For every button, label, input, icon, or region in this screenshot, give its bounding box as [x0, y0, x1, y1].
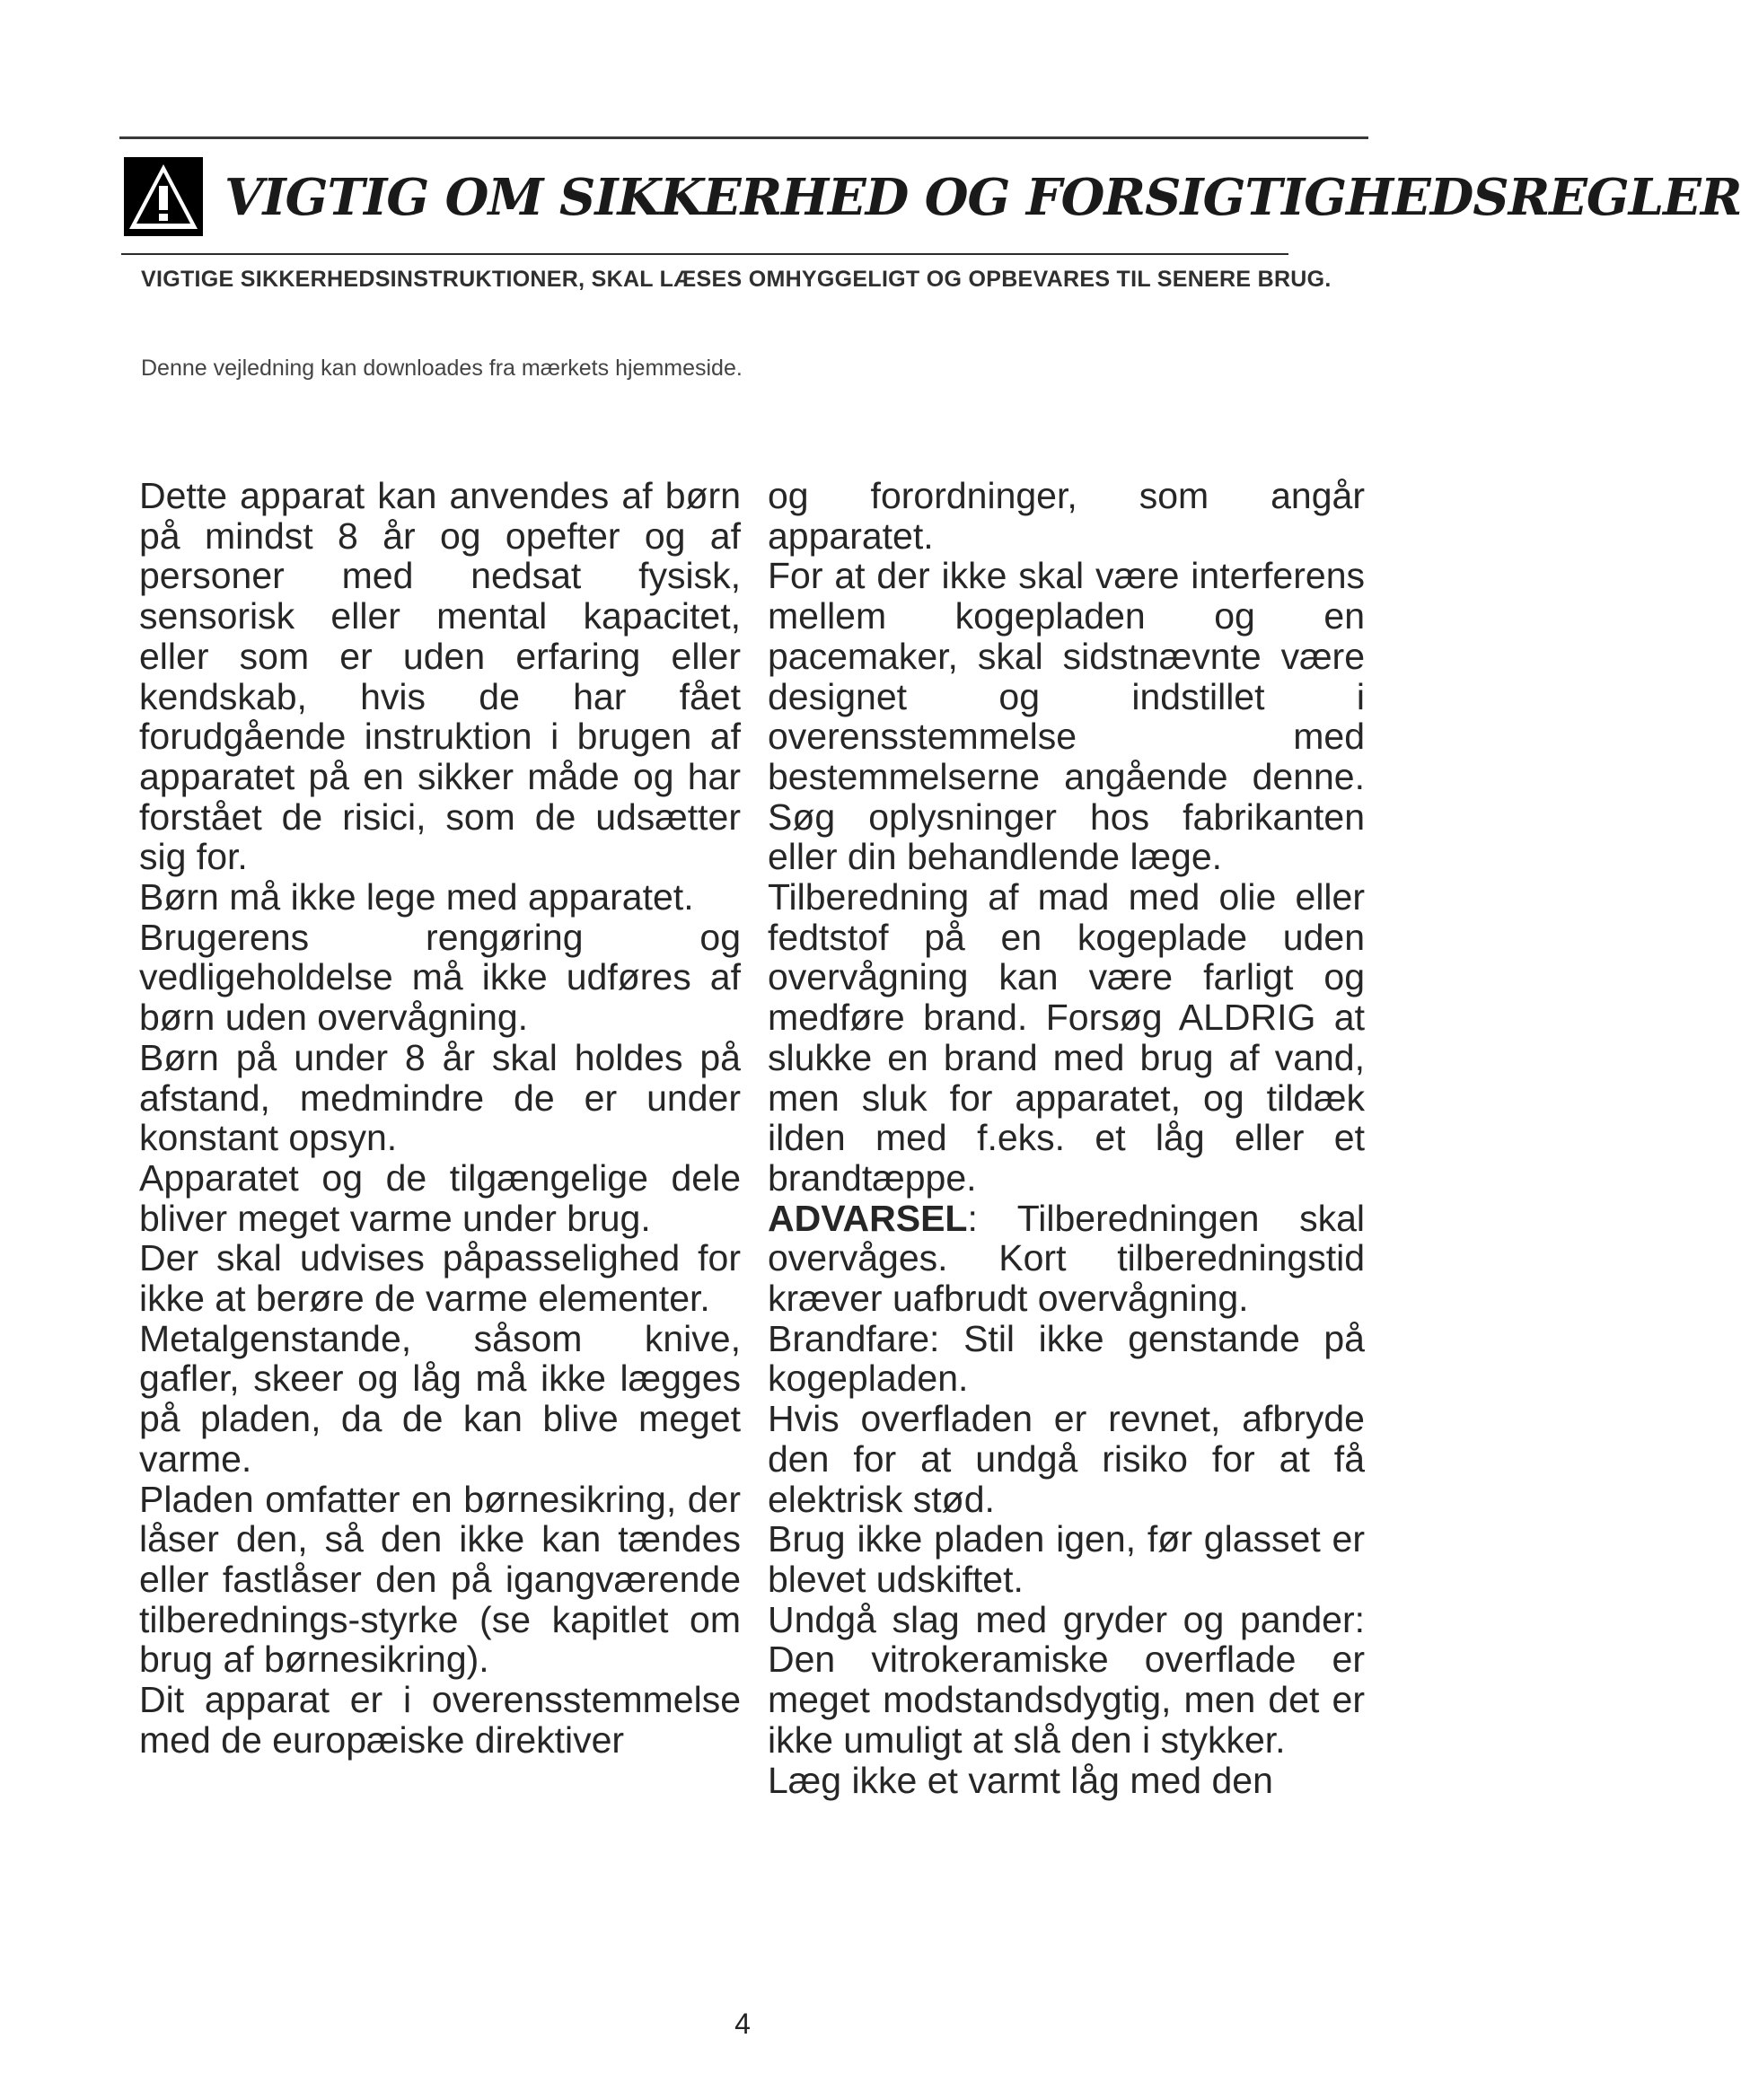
- paragraph: Tilberedning af mad med olie eller fedtstof på en kogeplade uden overvågning kan være farligt og medføre brand. Forsøg ALDRIG at slukke en brand med brug af vand, men sluk for apparatet, og tildæk ilden med f.eks. et låg eller et brandtæppe.: [768, 876, 1365, 1199]
- download-note: Denne vejledning kan downloades fra mærkets hjemmeside.: [141, 356, 743, 381]
- paragraph: Undgå slag med gryder og pander: Den vitrokeramiske overflade er meget modstandsdygtig, men det er ikke umuligt at slå den i stykker.: [768, 1598, 1365, 1761]
- top-rule: [119, 136, 1368, 139]
- paragraph: Læg ikke et varmt låg med den: [768, 1759, 1273, 1801]
- page-title: VIGTIG OM SIKKERHED OG FORSIGTIGHEDSREGLER: [224, 168, 1741, 227]
- paragraph: Pladen omfatter en børnesikring, der låser den, så den ikke kan tændes eller fastlåser den på igangværende tilberednings-styrke (se kapitlet om brug af børnesikring).: [139, 1478, 741, 1681]
- paragraph: For at der ikke skal være interferens mellem kogepladen og en pacemaker, skal sidstnævnte være designet og indstillet i overensstemmelse med bestemmelserne angående denne. Søg oplysninger hos fabrikanten eller din behandlende læge.: [768, 555, 1365, 878]
- paragraph: Der skal udvises påpasselighed for ikke at berøre de varme elementer.: [139, 1237, 741, 1320]
- paragraph: Metalgenstande, såsom knive, gafler, skeer og låg må ikke lægges på pladen, da de kan blive meget varme.: [139, 1317, 741, 1480]
- left-column: [139, 476, 741, 1761]
- paragraph: Børn på under 8 år skal holdes på afstand, medmindre de er under konstant opsyn.: [139, 1036, 741, 1159]
- paragraph: Brug ikke pladen igen, før glasset er blevet udskiftet.: [768, 1518, 1365, 1600]
- page-number: 4: [734, 2008, 751, 2040]
- paragraph: Brugerens rengøring og vedligeholdelse må ikke udføres af børn uden overvågning.: [139, 916, 741, 1039]
- warning-triangle-icon: [124, 157, 203, 236]
- paragraph: Dette apparat kan anvendes af børn på mindst 8 år og opefter og af personer med nedsat fysisk, sensorisk eller mental kapacitet, eller som er uden erfaring eller kendskab, hvis de har fået forudgående instruktion i brugen af apparatet på en sikker måde og har forstået de risici, som de udsætter sig for.: [139, 475, 741, 878]
- paragraph: Apparatet og de tilgængelige dele bliver meget varme under brug.: [139, 1156, 741, 1239]
- right-column: [768, 476, 1365, 1800]
- warning-text: : Tilberedningen skal overvåges. Kort tilberedningstid kræver uafbrudt overvågning.: [768, 1197, 1365, 1320]
- important-notice: VIGTIGE SIKKERHEDSINSTRUKTIONER, SKAL LÆSES OMHYGGELIGT OG OPBEVARES TIL SENERE BRUG.: [141, 267, 1332, 292]
- paragraph: og forordninger, som angår apparatet.: [768, 475, 1365, 557]
- paragraph: Brandfare: Stil ikke genstande på kogepladen.: [768, 1317, 1365, 1400]
- warning-label: ADVARSEL: [768, 1197, 968, 1239]
- paragraph: Dit apparat er i overensstemmelse med de europæiske direktiver: [139, 1679, 741, 1761]
- title-rule: [121, 253, 1288, 255]
- warning-paragraph: [768, 1199, 1365, 1319]
- paragraph: Børn må ikke lege med apparatet.: [139, 876, 694, 918]
- paragraph: Hvis overfladen er revnet, afbryde den for at undgå risiko for at få elektrisk stød.: [768, 1398, 1365, 1520]
